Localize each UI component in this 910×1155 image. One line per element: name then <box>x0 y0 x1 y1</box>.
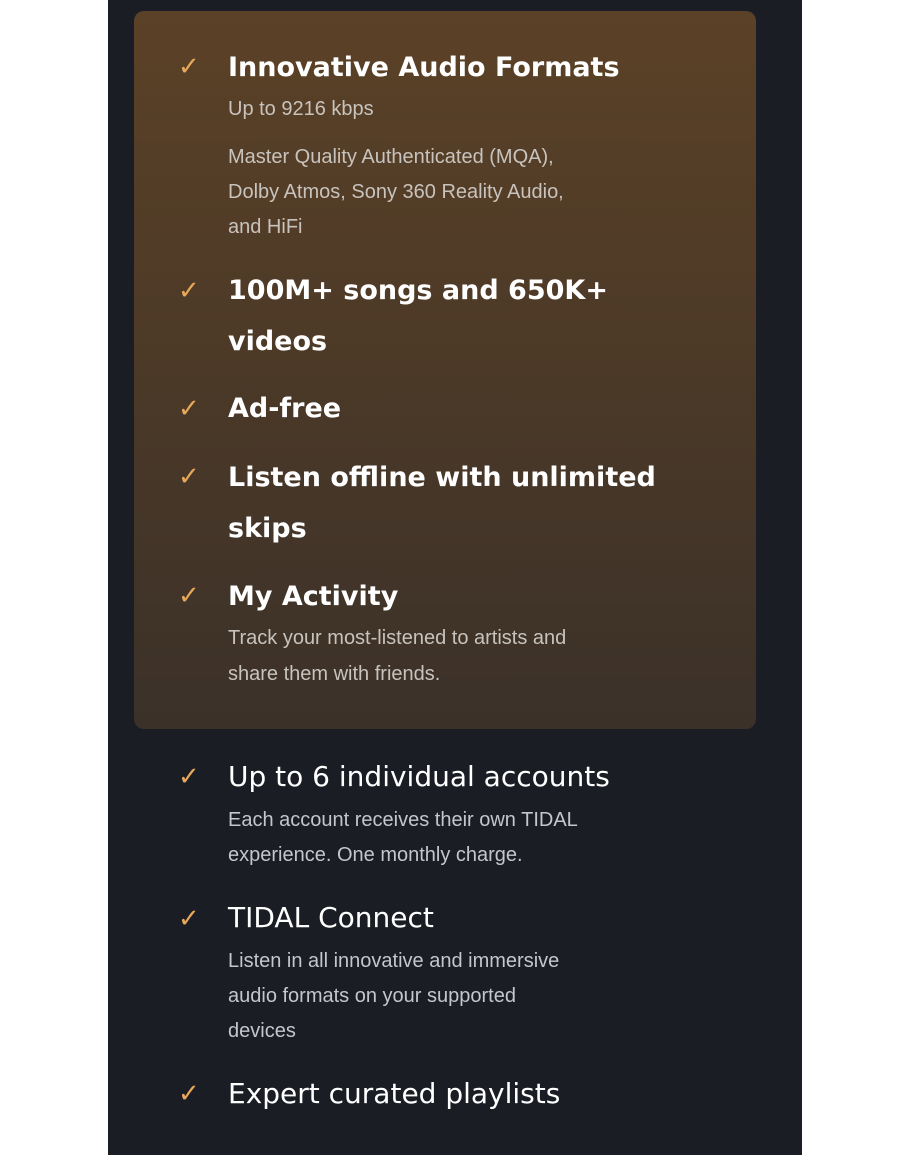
feature-title-line: videos <box>228 326 328 357</box>
checkmark-icon: ✓ <box>178 276 200 306</box>
feature-description-line: and HiFi <box>228 216 303 238</box>
checkmark-icon: ✓ <box>178 462 200 492</box>
feature-description-line: Dolby Atmos, Sony 360 Reality Audio, <box>228 181 564 203</box>
feature-title: Expert curated playlists <box>228 1077 561 1110</box>
feature-description-line: Master Quality Authenticated (MQA), <box>228 146 554 168</box>
checkmark-icon: ✓ <box>178 1079 200 1109</box>
feature-title: Innovative Audio Formats <box>228 52 620 83</box>
feature-title-line: Listen offline with unlimited <box>228 462 656 493</box>
feature-title: TIDAL Connect <box>228 901 434 934</box>
checkmark-icon: ✓ <box>178 52 200 82</box>
feature-title: Up to 6 individual accounts <box>228 760 610 793</box>
feature-subtitle: Up to 9216 kbps <box>228 98 374 120</box>
feature-title: Ad-free <box>228 393 342 424</box>
checkmark-icon: ✓ <box>178 762 200 792</box>
feature-description-line: Each account receives their own TIDAL <box>228 809 578 831</box>
feature-title-line: 100M+ songs and 650K+ <box>228 275 608 306</box>
feature-title-line: skips <box>228 513 307 544</box>
checkmark-icon: ✓ <box>178 904 200 934</box>
feature-description-line: Track your most-listened to artists and <box>228 627 567 649</box>
feature-description-line: Listen in all innovative and immersive <box>228 950 560 972</box>
feature-description-line: share them with friends. <box>228 663 441 685</box>
feature-description-line: devices <box>228 1020 296 1042</box>
checkmark-icon: ✓ <box>178 394 200 424</box>
feature-description-line: audio formats on your supported <box>228 985 516 1007</box>
plan-features-panel <box>108 0 802 1155</box>
feature-description-line: experience. One monthly charge. <box>228 844 523 866</box>
checkmark-icon: ✓ <box>178 581 200 611</box>
feature-title: My Activity <box>228 581 399 612</box>
